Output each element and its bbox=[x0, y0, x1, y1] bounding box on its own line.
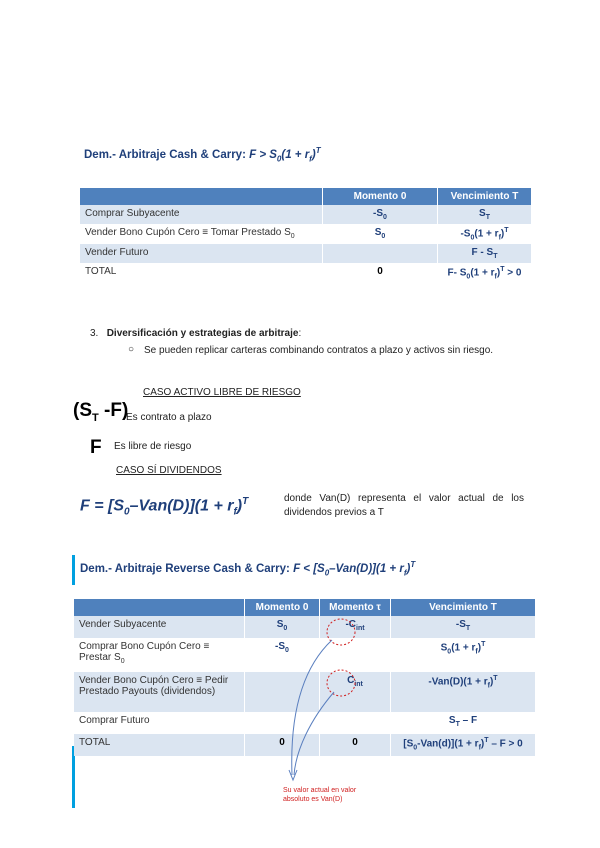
expr-f-text: Es libre de riesgo bbox=[114, 441, 192, 452]
table-row: TOTAL 0 0 $[S_0-Van(d)](1 + r_f)^T - F > 0$ bbox=[74, 734, 536, 756]
expr-st-f-text: Es contrato a plazo bbox=[126, 412, 212, 423]
arrow-line-2 bbox=[294, 692, 334, 775]
bullet-circle: ○ bbox=[128, 344, 135, 355]
circle-cint-2 bbox=[327, 670, 355, 696]
table-row: Vender Futuro F - $S_T$ bbox=[80, 244, 532, 263]
annotation-note: Su valor actual en valor absoluto es Van(D) bbox=[283, 787, 357, 803]
dividend-formula-text: donde Van(D) representa el valor actual de los dividendos previos a T bbox=[284, 493, 524, 518]
table-row: Vender Bono Cupón Cero ≡ Pedir Prestado Payouts (dividendos) $C_{int}$ $-Van(D)(1 + r_f)^T$ bbox=[74, 672, 536, 712]
header-momento-0: Momento 0 bbox=[245, 599, 320, 616]
expr-f: F bbox=[90, 437, 102, 458]
section-3-title: 3. Diversificación y estrategias de arbitraje: bbox=[90, 328, 302, 339]
table-row: Vender Subyacente $S_0$ $-C_{int}$ $-S_T$ bbox=[74, 616, 536, 638]
dividend-formula: $F = [S_0-Van(D)](1 + r_f)^T$ bbox=[80, 496, 249, 518]
header-momento-0: Momento 0 bbox=[323, 188, 438, 205]
header-vencimiento-t: Vencimiento T bbox=[438, 188, 532, 205]
arrow-head bbox=[289, 770, 297, 780]
header-vencimiento-t: Vencimiento T bbox=[391, 599, 536, 616]
heading-cash-carry: Dem.- Arbitraje Cash & Carry: $F > S_0(1 + r_f)^T$ bbox=[84, 146, 321, 164]
expr-st-f: ($S_T$ -F) bbox=[73, 400, 129, 424]
table-row: Comprar Bono Cupón Cero ≡ Prestar $S_0$ $-S_0$ $S_0(1 + r_f)^T$ bbox=[74, 638, 536, 672]
heading-reverse-cash-carry: Dem.- Arbitraje Reverse Cash & Carry: $F < [S_0-Van(D)](1 + r_f)^T$ bbox=[80, 560, 416, 578]
caso-si-dividendos: CASO SÍ DIVIDENDOS bbox=[116, 465, 222, 476]
table-row: Comprar Futuro $S_T$ – F bbox=[74, 712, 536, 734]
header-momento-tau: Momento τ bbox=[320, 599, 391, 616]
caso-activo-libre: CASO ACTIVO LIBRE DE RIESGO bbox=[143, 387, 301, 398]
table-row: Comprar Subyacente $-S_0$ $S_T$ bbox=[80, 205, 532, 224]
bullet-text: Se pueden replicar carteras combinando contratos a plazo y activos sin riesgo. bbox=[144, 345, 494, 356]
table-row: TOTAL 0 F- $S_0(1 + r_f)^T > 0$ bbox=[80, 263, 532, 283]
table-row: Vender Bono Cupón Cero ≡ Tomar Prestado $S_0$ $S_0$ $-S_0(1 + r_f)^T$ bbox=[80, 224, 532, 244]
